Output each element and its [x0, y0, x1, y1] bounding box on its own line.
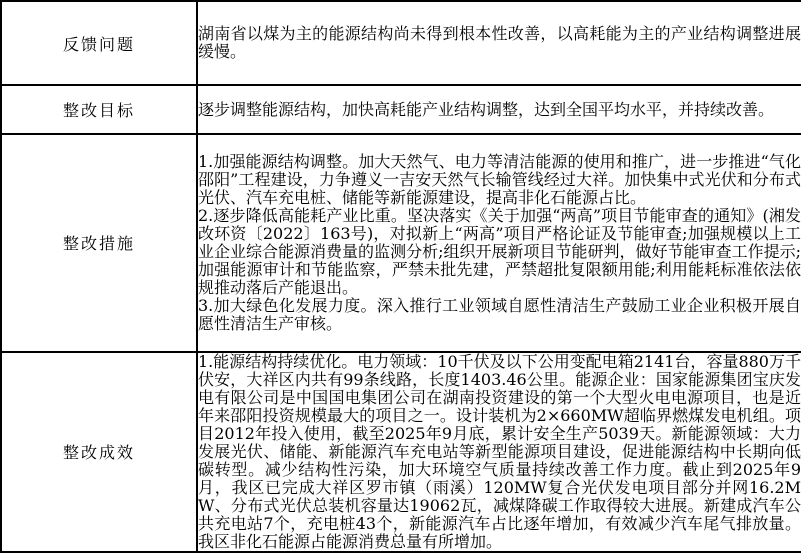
paragraph: 湖南省以煤为主的能源结构尚未得到根本性改善，以高耗能为主的产业结构调整进展缓慢。 [198, 24, 801, 62]
row-content-rectification-measures [197, 134, 801, 351]
row-label-rectification-results: 整改成效 [1, 352, 197, 552]
row-content-rectification-goal [197, 85, 801, 134]
table-row-rectification-results [1, 352, 801, 552]
paragraph: 逐步调整能源结构，加快高耗能产业结构调整，达到全国平均水平，并持续改善。 [198, 99, 775, 119]
table-row-rectification-goal [1, 85, 801, 134]
paragraph-result-1: 1.能源结构持续优化。电力领域：10千伏及以下公用变配电箱2141台，容量880万千伏安，大祥区内共有99条线路，长度1403.46公里。能源企业：国家能源集团宝庆发电有限公司是中国国电集团公司在湖南投资建设的第一个大型火电电源项目，也是近年来邵阳投资规模最大的项目之一。设计装机为2×660MW超临界燃煤发电机组。项目2012年投入使用，截至2025年9月底，累计安全生产5039天。新能源领域：大力发展光伏、储能、新能源汽车充电站等新型能源项目建设，促进能源结构中长期向低碳转型。减少结构性污染，加大环境空气质量持续改善工作力度。截止到2025年9月，我区已完成大祥区罗市镇（雨溪）120MW复合光伏发电项目部分并网16.2MW、分布式光伏总装机容量达19062瓦，减煤降碳工作取得较大进展。新建成汽车公共充电站7个，充电桩43个，新能源汽车占比逐年增加，有效减少汽车尾气排放量。我区非化石能源占能源消费总量有所增加。 [198, 351, 801, 551]
table-row-rectification-measures [1, 134, 801, 351]
row-content-feedback-issue [197, 1, 801, 85]
paragraph-measure-3: 3.加大绿色化发展力度。深入推行工业领域自愿性清洁生产鼓励工业企业积极开展自愿性清洁生产审核。 [198, 295, 801, 333]
row-label-rectification-measures: 整改措施 [1, 134, 197, 351]
paragraph-measure-1: 1.加强能源结构调整。加大天然气、电力等清洁能源的使用和推广，进一步推进“气化邵阳”工程建设，力争遵义一吉安天然气长输管线经过大祥。加快集中式光伏和分布式光伏、汽车充电桩、储能等新能源建设，提高非化石能源占比。 [198, 151, 801, 207]
table-row-feedback-issue [1, 1, 801, 85]
row-content-rectification-results [197, 352, 801, 552]
row-label-feedback-issue: 反馈问题 [1, 1, 197, 85]
paragraph-measure-2: 2.逐步降低高能耗产业比重。坚决落实《关于加强“两高”项目节能审查的通知》(湘发改环资〔2022〕163号)，对拟新上“两高”项目严格论证及节能审查;加强规模以上工业企业综合能源消费量的监测分析;组织开展新项目节能研判，做好节能审查工作提示;加强能源审计和节能监察，严禁未批先建，严禁超批复限额用能;利用能耗标准依法依规推动落后产能退出。 [198, 205, 801, 297]
row-label-rectification-goal: 整改目标 [1, 85, 197, 134]
